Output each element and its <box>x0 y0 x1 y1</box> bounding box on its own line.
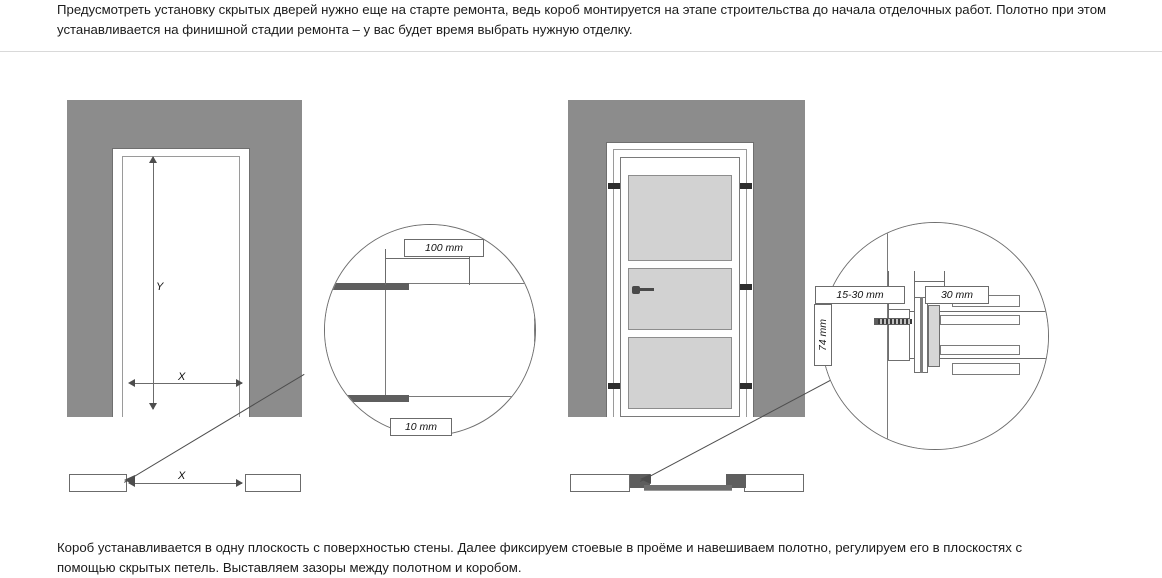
dim-y-label: Y <box>156 281 164 293</box>
right-detail-hinge-arm-bottom-1 <box>940 345 1020 355</box>
dim-x-arrow-right <box>236 379 243 387</box>
right-leader-arrow <box>640 474 651 484</box>
right-door-glass-top <box>628 175 732 261</box>
right-hinge-mid-right <box>740 284 752 290</box>
dim-x-arrow-left <box>128 379 135 387</box>
right-hinge-top-left <box>608 183 620 189</box>
right-detail-ext-2 <box>914 271 915 301</box>
right-detail-hinge-arm-bottom-2 <box>952 363 1020 375</box>
right-door-glass-middle <box>628 268 732 330</box>
right-detail-hinge-body <box>928 305 940 367</box>
dim-x-label: X <box>178 371 186 383</box>
right-plan-wall-left <box>570 474 630 492</box>
left-plan-wall-right <box>245 474 301 492</box>
detail-left-ext-line-1 <box>385 249 386 285</box>
dim-x-line <box>130 383 242 384</box>
right-detail-frame-profile <box>888 309 910 361</box>
right-dim-gap: 15-30 mm <box>815 286 905 304</box>
intro-paragraph: Предусмотреть установку скрытых дверей нужно еще на старте ремонта, ведь короб монтируется на этапе строительства до начала отделочных работ. Полотно при этом устанавливается на финишной стадии ремонта – у вас будет время выбрать нужную отделку. <box>57 2 1107 37</box>
left-plan-wall-left <box>69 474 127 492</box>
figure-left-opening <box>0 0 560 520</box>
right-hinge-bottom-left <box>608 383 620 389</box>
dim-y-arrow-bottom <box>149 403 157 410</box>
right-door-handle-lever <box>638 288 654 291</box>
detail-left-bottom-bar <box>325 395 409 402</box>
outro-paragraph: Короб устанавливается в одну плоскость с поверхностью стены. Далее фиксируем стоевые в проёме и навешиваем полотно, регулируем его в плоскостях с помощью скрытых петель. Выставляем зазоры между полотном и коробом. <box>57 540 1023 575</box>
detail-left-dim-10mm: 10 mm <box>390 418 452 436</box>
detail-left-panel <box>385 283 535 397</box>
dim-y-line <box>153 157 154 409</box>
right-dim-frame-depth-wrap <box>812 306 834 368</box>
detail-left-top-bar <box>325 283 409 290</box>
left-plan-x-label: X <box>178 470 186 482</box>
right-detail-anchor <box>878 319 912 324</box>
right-detail-circle <box>821 222 1049 450</box>
right-detail-center-profile-dark <box>920 297 923 373</box>
right-plan-door-line <box>644 490 732 491</box>
right-detail-hinge-arm-top-2 <box>940 315 1020 325</box>
detail-left-dim-100mm: 100 mm <box>404 239 484 257</box>
right-detail-dim-line-30 <box>914 281 944 282</box>
left-plan-arrow-right <box>236 479 243 487</box>
detail-left-dim-line-top <box>385 258 470 259</box>
figure-right-installed-door <box>540 0 1162 520</box>
dim-y-arrow-top <box>149 156 157 163</box>
right-door-glass-bottom <box>628 337 732 409</box>
left-leader-arrow <box>124 475 135 485</box>
right-plan-wall-right <box>744 474 804 492</box>
left-plan-dim-line <box>130 483 242 484</box>
right-hinge-top-right <box>740 183 752 189</box>
right-dim-profile-width: 30 mm <box>925 286 989 304</box>
right-dim-frame-depth: 74 mm <box>814 304 832 366</box>
right-hinge-bottom-right <box>740 383 752 389</box>
